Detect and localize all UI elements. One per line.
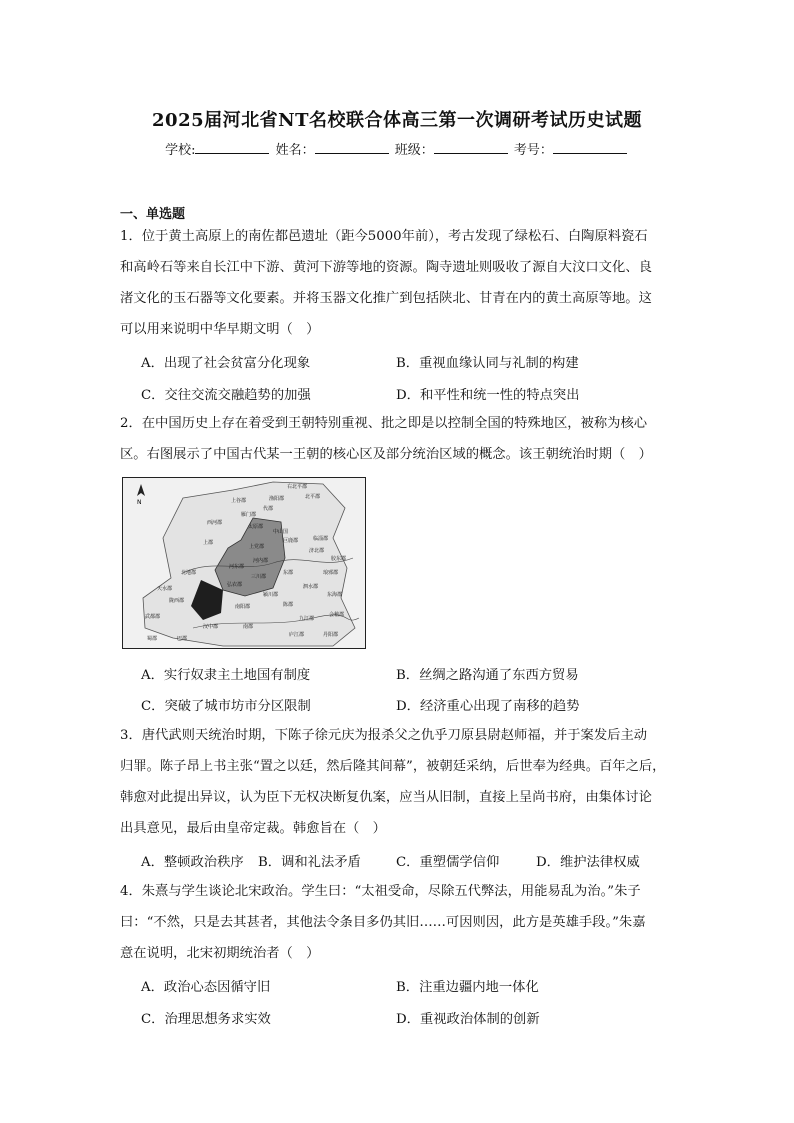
name-label: 姓名： <box>275 143 315 158</box>
map-label: 中山国 <box>273 529 289 535</box>
q1-option-d[interactable]: D．和平性和统一性的特点突出 <box>396 388 580 403</box>
question-line: 曰：“不然，只是去其甚者，其他法令条目多仍其旧……可因则因，此方是英雄手段。”朱嘉 <box>120 915 646 930</box>
map-label: 汉中郡 <box>203 624 219 630</box>
q4-option-c[interactable]: C．治理思想务求实效 <box>141 1012 271 1027</box>
map-label: 会稽郡 <box>329 612 345 618</box>
q2-option-d[interactable]: D．经济重心出现了南移的趋势 <box>396 699 580 714</box>
class-label: 班级： <box>394 143 434 158</box>
exam-no-blank[interactable] <box>553 141 627 154</box>
map-label: 颍川郡 <box>263 592 279 598</box>
question-line: 意在说明，北宋初期统治者（ ） <box>120 946 320 961</box>
q3-option-a[interactable]: A．整顿政治秩序 <box>141 855 244 870</box>
map-label: 临淄郡 <box>313 536 329 542</box>
map-label: 太原郡 <box>248 524 264 530</box>
class-blank[interactable] <box>434 141 508 154</box>
question-line: 4．朱熹与学生谈论北宋政治。学生曰：“太祖受命，尽除五代弊法，用能易乱为治。”朱子 <box>120 884 641 899</box>
dynasty-core-region-map <box>122 477 366 649</box>
question-line: 归罪。陈子昂上书主张“置之以廷，然后隆其间幕”，被朝廷采纳，后世奉为经典。百年之后， <box>120 759 666 774</box>
map-label: 巨鹿郡 <box>283 538 299 544</box>
map-label: 北地郡 <box>181 570 197 576</box>
question-line: 和高岭石等来自长江中下游、黄河下游等地的资源。陶寺遗址则吸收了源自大汶口文化、良 <box>120 260 652 275</box>
q4-option-d[interactable]: D．重视政治体制的创新 <box>396 1012 540 1027</box>
map-label: 雁门郡 <box>241 512 257 518</box>
q2-option-c[interactable]: C．突破了城市坊市分区限制 <box>141 699 311 714</box>
map-label: 三川郡 <box>251 574 267 580</box>
map-label: 河东郡 <box>229 564 245 570</box>
question-3-stem <box>120 720 680 844</box>
map-label: 上谷郡 <box>231 498 247 504</box>
map-label: 泗水郡 <box>303 584 319 590</box>
map-label: 蜀郡 <box>147 636 158 642</box>
name-blank[interactable] <box>315 141 389 154</box>
map-label: 九江郡 <box>299 616 315 622</box>
map-label: 陇西郡 <box>169 598 185 604</box>
map-label: 武都郡 <box>145 614 161 620</box>
school-blank[interactable] <box>195 141 269 154</box>
q3-option-d[interactable]: D．维护法律权威 <box>536 855 640 870</box>
map-label: 东郡 <box>283 570 294 576</box>
map-north-label: N <box>137 499 142 506</box>
map-label: 代郡 <box>263 506 274 512</box>
exam-no-label: 考号： <box>513 143 553 158</box>
map-label: 天水郡 <box>157 586 173 592</box>
question-line: 1．位于黄土高原上的南佐都邑遗址（距今5000年前），考古发现了绿松石、白陶原料瓷石 <box>120 229 648 244</box>
map-label: 南郡 <box>243 624 254 630</box>
map-label: 东海郡 <box>327 592 343 598</box>
map-label: 巴郡 <box>177 636 188 642</box>
map-label: 庐江郡 <box>289 632 305 638</box>
question-1-stem <box>120 221 680 345</box>
q1-option-c[interactable]: C．交往交流交融趋势的加强 <box>141 388 311 403</box>
q4-option-b[interactable]: B．注重边疆内地一体化 <box>396 980 539 995</box>
question-line: 出具意见，最后由皇帝定裁。韩愈旨在（ ） <box>120 821 386 836</box>
q1-option-b[interactable]: B．重视血缘认同与礼制的构建 <box>396 356 579 371</box>
question-4-stem <box>120 876 680 969</box>
q3-option-b[interactable]: B．调和礼法矛盾 <box>258 855 361 870</box>
map-label: 右北平郡 <box>287 484 308 490</box>
question-line: 2．在中国历史上存在着受到王朝特别重视、批之即是以控制全国的特殊地区，被称为核心 <box>120 416 648 431</box>
map-label: 南阳郡 <box>235 604 251 610</box>
map-label: 琅邪郡 <box>323 570 339 576</box>
q3-option-c[interactable]: C．重塑儒学信仰 <box>396 855 500 870</box>
map-label: 西河郡 <box>207 520 223 526</box>
map-label: 渔阳郡 <box>269 496 285 502</box>
map-label: 上郡 <box>203 540 214 546</box>
question-2-stem <box>120 408 680 470</box>
map-label: 陈郡 <box>283 602 294 608</box>
school-label: 学校: <box>165 143 196 158</box>
map-label: 北平郡 <box>305 494 321 500</box>
map-label: 弘农郡 <box>227 582 243 588</box>
q4-option-a[interactable]: A．政治心态因循守旧 <box>141 980 271 995</box>
page-title: 2025届河北省NT名校联合体高三第一次调研考试历史试题 <box>152 110 642 131</box>
question-line: 3．唐代武则天统治时期，下陈子徐元庆为报杀父之仇乎刀原县尉赵师福，并于案发后主动 <box>120 728 648 743</box>
map-label: 济北郡 <box>309 548 325 554</box>
map-label: 上党郡 <box>249 544 265 550</box>
q1-option-a[interactable]: A．出现了社会贫富分化现象 <box>141 356 311 371</box>
q2-option-b[interactable]: B．丝绸之路沟通了东西方贸易 <box>396 668 579 683</box>
map-label: 胶东郡 <box>331 556 347 562</box>
q2-option-a[interactable]: A．实行奴隶主土地国有制度 <box>141 668 311 683</box>
question-line: 渚文化的玉石器等文化要素。并将玉器文化推广到包括陕北、甘青在内的黄土高原等地。这 <box>120 291 652 306</box>
section-heading: 一、单选题 <box>120 207 186 222</box>
map-label: 河内郡 <box>253 558 269 564</box>
question-line: 区。右图展示了中国古代某一王朝的核心区及部分统治区域的概念。该王朝统治时期（ ） <box>120 447 652 462</box>
question-line: 韩愈对此提出异议，认为臣下无权决断复仇案，应当从旧制，直接上呈尚书府，由集体讨论 <box>120 790 652 805</box>
map-label: 丹阳郡 <box>323 632 339 638</box>
question-line: 可以用来说明中华早期文明（ ） <box>120 322 320 337</box>
student-info-line <box>0 139 794 158</box>
